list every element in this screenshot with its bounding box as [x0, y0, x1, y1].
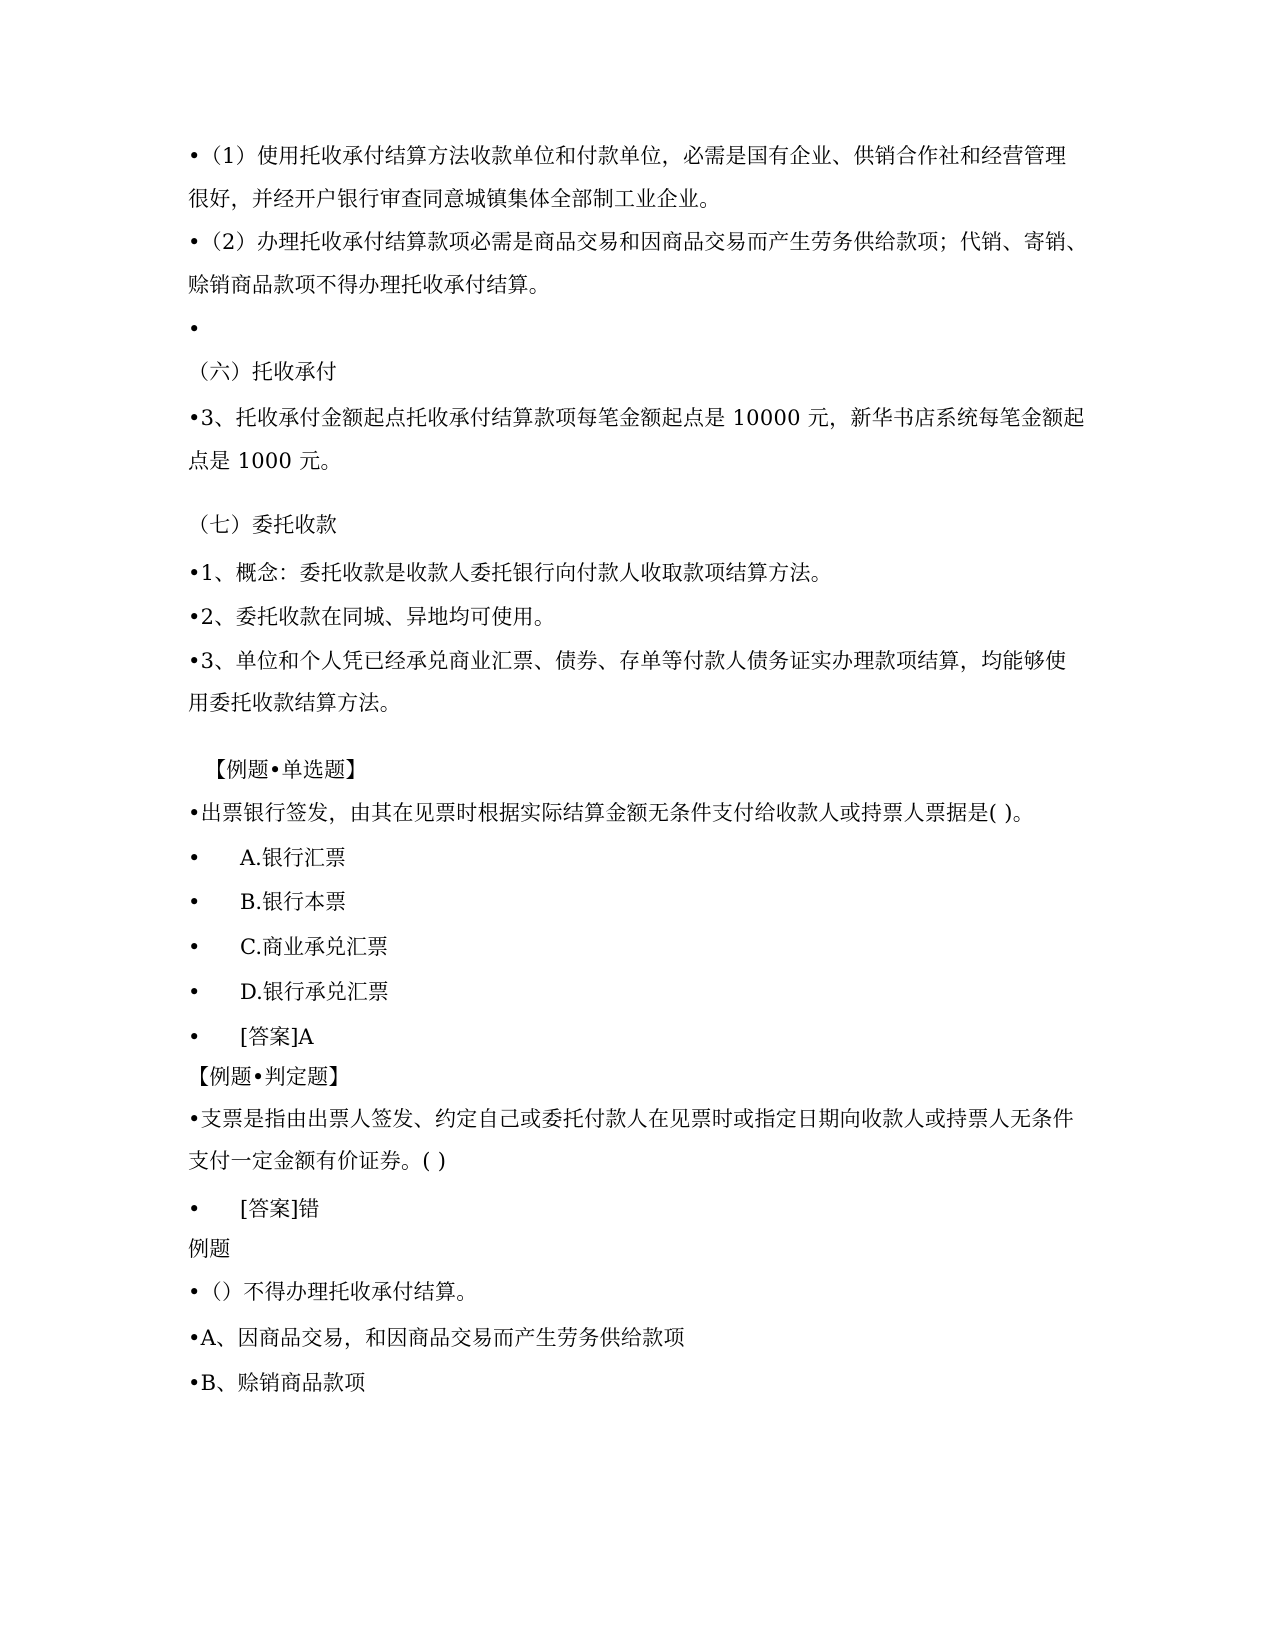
list-bullet: • — [188, 846, 201, 870]
paragraph-line: 很好，并经开户银行审查同意城镇集体全部制工业企业。 — [188, 187, 721, 211]
list-bullet: • — [188, 890, 201, 914]
question-text: 支付一定金额有价证券。( ) — [188, 1149, 447, 1173]
section-heading: （六）托收承付 — [188, 360, 338, 384]
example-heading: 例题 — [188, 1237, 231, 1261]
list-bullet: • — [188, 1025, 201, 1049]
paragraph-line: •3、托收承付金额起点托收承付结算款项每笔金额起点是 10000 元，新华书店系统每笔金额起 — [188, 406, 1085, 430]
paragraph-line: •1、概念：委托收款是收款人委托银行向付款人收取款项结算方法。 — [188, 561, 833, 585]
list-bullet: • — [188, 935, 201, 959]
question-text: •（）不得办理托收承付结算。 — [188, 1280, 478, 1304]
paragraph-line: •（1）使用托收承付结算方法收款单位和付款单位，必需是国有企业、供销合作社和经营管理 — [188, 144, 1067, 168]
paragraph-line: •3、单位和个人凭已经承兑商业汇票、债券、存单等付款人债务证实办理款项结算，均能够使 — [188, 649, 1067, 673]
paragraph-line: •（2）办理托收承付结算款项必需是商品交易和因商品交易而产生劳务供给款项；代销、寄销、 — [188, 230, 1088, 254]
section-heading: （七）委托收款 — [188, 513, 338, 537]
paragraph-line: •2、委托收款在同城、异地均可使用。 — [188, 605, 556, 629]
empty-bullet: • — [188, 317, 201, 341]
paragraph-line: 用委托收款结算方法。 — [188, 691, 401, 715]
option-a: A.银行汇票 — [240, 846, 346, 870]
option-line: •B、赊销商品款项 — [188, 1371, 366, 1395]
list-bullet: • — [188, 980, 201, 1004]
list-bullet: • — [188, 1197, 201, 1221]
option-d: D.银行承兑汇票 — [240, 980, 389, 1004]
example-heading: 【例题•判定题】 — [188, 1065, 350, 1089]
example-heading: 【例题•单选题】 — [205, 758, 367, 782]
question-text: •支票是指由出票人签发、约定自己或委托付款人在见票时或指定日期向收款人或持票人无条件 — [188, 1107, 1074, 1131]
question-text: •出票银行签发，由其在见票时根据实际结算金额无条件支付给收款人或持票人票据是( )。 — [188, 801, 1035, 825]
paragraph-line: 赊销商品款项不得办理托收承付结算。 — [188, 273, 551, 297]
option-line: •A、因商品交易，和因商品交易而产生劳务供给款项 — [188, 1326, 685, 1350]
option-b: B.银行本票 — [240, 890, 347, 914]
option-c: C.商业承兑汇票 — [240, 935, 388, 959]
answer-text: [答案]A — [240, 1025, 314, 1049]
paragraph-line: 点是 1000 元。 — [188, 449, 342, 473]
answer-text: [答案]错 — [240, 1197, 320, 1221]
